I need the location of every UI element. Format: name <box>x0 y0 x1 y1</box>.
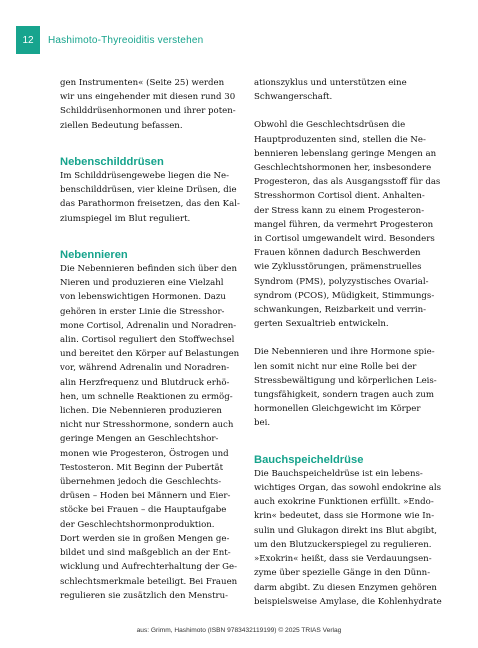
text-line: regulieren sie zusätzlich den Menstru- <box>60 590 229 601</box>
text-line: hen, um schnelle Reaktionen zu ermög- <box>60 391 233 402</box>
text-line: Syndrom (PMS), polyzystisches Ovarial- <box>254 276 429 287</box>
text-line: Hauptproduzenten sind, stellen die Ne- <box>254 134 426 145</box>
intro-paragraph <box>60 76 242 133</box>
text-line: auch exokrine Funktionen erfüllt. »Endo- <box>254 497 434 508</box>
text-line: vor, während Adrenalin und Noradren- <box>60 363 230 374</box>
text-line: Schilddrüsenhormonen und ihrer poten- <box>60 106 236 117</box>
text-line: schwankungen, Reizbarkeit und verrin- <box>254 305 427 316</box>
text-line: wichtiges Organ, das sowohl endokrine als <box>254 483 442 494</box>
text-line: beispielsweise Amylase, die Kohlenhydrate <box>254 596 442 607</box>
text-line: lichen. Die Nebennieren produzieren <box>60 406 222 417</box>
text-line: gehören in erster Linie die Stresshor- <box>60 306 225 317</box>
text-line: Schwangerschaft. <box>254 92 333 103</box>
text-line: drüsen – Hoden bei Männern und Eier- <box>60 491 231 502</box>
text-line: syndrom (PCOS), Müdigkeit, Stimmungs- <box>254 290 435 301</box>
text-line: tungsfähigkeit, sondern tragen auch zum <box>254 390 435 401</box>
text-line: Progesteron, das als Ausgangsstoff für das <box>254 177 441 188</box>
text-line: gen Instrumenten« (Seite 25) werden <box>60 78 225 88</box>
text-line: gerten Sexualtrieb entwickeln. <box>254 319 389 330</box>
text-line: der Stress kann zu einem Progesteron- <box>254 205 425 216</box>
text-line: Dort werden sie in großen Mengen ge- <box>60 533 230 544</box>
text-line: das Parathormon freisetzen, das den Kal- <box>60 199 240 210</box>
paragraph-hormone-rolle <box>254 345 436 430</box>
text-line: von lebenswichtigen Hormonen. Dazu <box>60 292 226 303</box>
text-line: Stresshormon Cortisol dient. Anhalten- <box>254 191 425 202</box>
text-line: ziumspiegel im Blut reguliert. <box>60 213 191 224</box>
text-line: ziellen Bedeutung befassen. <box>60 120 183 131</box>
text-line: Obwohl die Geschlechtsdrüsen die <box>254 120 406 131</box>
text-line: bei. <box>254 418 271 429</box>
text-line: wir uns eingehender mit diesen rund 30 <box>60 92 236 103</box>
text-line: Testosteron. Mit Beginn der Pubertät <box>60 462 224 473</box>
text-line: »Exokrin« heißt, dass sie Verdauungsen- <box>254 554 432 565</box>
text-line: Stressbewältigung und körperlichen Leis- <box>254 375 437 386</box>
text-line: len somit nicht nur eine Rolle bei der <box>254 361 417 372</box>
text-line: der Geschlechtshormonproduktion. <box>60 519 215 530</box>
text-line: Die Nebennieren befinden sich über den <box>60 264 238 275</box>
text-line: Die Nebennieren und ihre Hormone spie- <box>254 347 435 358</box>
text-line: hormonellen Gleichgewicht im Körper <box>254 404 421 415</box>
text-line: wicklung und Aufrechterhaltung der Ge- <box>60 562 238 573</box>
paragraph-nebenschilddruesen <box>60 169 242 226</box>
text-line: zyme über spezielle Gänge in den Dünn- <box>254 568 431 579</box>
text-line: mangel führen, da vermehrt Progesteron <box>254 219 434 230</box>
text-line: wie Zyklusstörungen, prämenstruelles <box>254 262 422 273</box>
text-line: schlechtsmerkmale beteiligt. Bei Frauen <box>60 576 238 587</box>
text-line: Die Bauchspeicheldrüse ist ein lebens- <box>254 468 423 479</box>
text-line: benschilddrüsen, vier kleine Drüsen, die <box>60 185 237 196</box>
text-line: alin. Cortisol reguliert den Stoffwechsel <box>60 335 235 346</box>
text-line: Geschlechtshormonen her, insbesondere <box>254 163 432 174</box>
text-line: krin« bedeutet, dass sie Hormone wie In- <box>254 511 435 522</box>
paragraph-menstruationszyklus <box>254 76 436 104</box>
text-line: alin Herzfrequenz und Blutdruck erhö- <box>60 377 230 388</box>
text-line: Im Schilddrüsengewebe liegen die Ne- <box>60 171 230 182</box>
text-line: Frauen können dadurch Beschwerden <box>254 248 421 259</box>
text-line: mone Cortisol, Adrenalin und Noradren- <box>60 320 237 331</box>
text-line: geringe Mengen an Geschlechtshor- <box>60 434 219 445</box>
running-header <box>16 26 203 54</box>
text-line: sulin und Glukagon direkt ins Blut abgibt, <box>254 525 438 536</box>
page-number-badge: 12 <box>16 26 40 54</box>
text-line: bildet und sind maßgeblich an der Ent- <box>60 548 231 559</box>
text-line: um den Blutzuckerspiegel zu regulieren. <box>254 539 432 550</box>
text-line: bennieren lebenslang geringe Mengen an <box>254 148 437 159</box>
copyright-footer: aus: Grimm, Hashimoto (ISBN 9783432119199) © 2025 TRIAS Verlag <box>136 627 342 634</box>
paragraph-bauchspeicheldruese <box>254 467 442 609</box>
text-line: nicht nur Stresshormone, sondern auch <box>60 420 234 431</box>
text-line: monen wie Progesteron, Östrogen und <box>60 448 229 459</box>
section-heading-bauchspeicheldruese: Bauchspeicheldrüse <box>254 453 364 466</box>
text-line: ationszyklus und unterstützen eine <box>254 78 407 88</box>
text-line: und bereitet den Körper auf Belastungen <box>60 349 240 360</box>
running-title: Hashimoto-Thyreoiditis verstehen <box>48 34 204 46</box>
text-line: Nieren und produzieren eine Vielzahl <box>60 278 224 289</box>
text-line: übernehmen jedoch die Geschlechts- <box>60 477 222 488</box>
paragraph-geschlechtsdruesen <box>254 118 441 331</box>
right-column <box>254 76 442 609</box>
section-heading-nebennieren: Nebennieren <box>60 248 128 261</box>
paragraph-nebennieren <box>60 262 242 603</box>
left-column <box>60 76 242 603</box>
text-line: in Cortisol umgewandelt wird. Besonders <box>254 234 435 245</box>
text-line: stöcke bei Frauen – die Hauptaufgabe <box>60 505 227 516</box>
section-heading-nebenschilddruesen: Nebenschilddrüsen <box>60 155 164 168</box>
text-line: darm abgibt. Zu diesen Enzymen gehören <box>254 582 437 593</box>
